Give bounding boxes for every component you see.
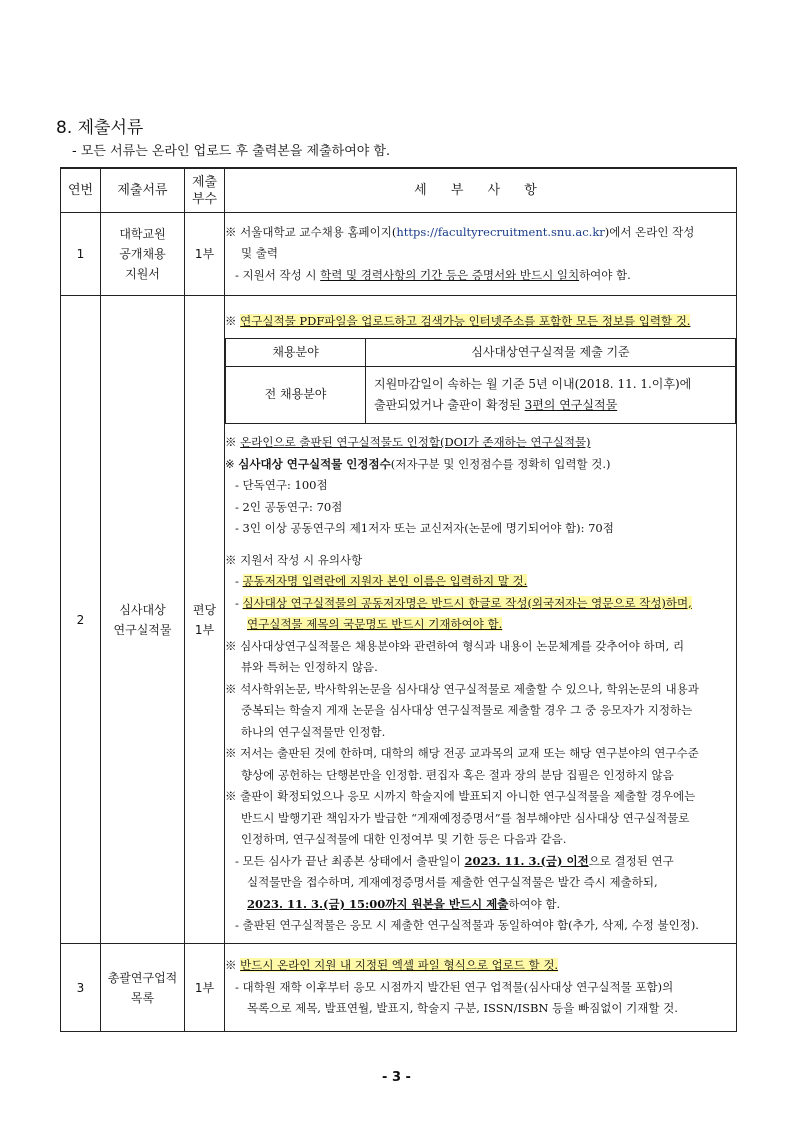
criteria-header-standard: 심사대상연구실적물 제출 기준 [366, 339, 736, 367]
header-no: 연번 [61, 168, 101, 213]
highlight-note: 연구실적물 PDF파일을 업로드하고 검색가능 인터넷주소를 포함한 모든 정보를 입력할 것. [240, 313, 691, 328]
page-number: - 3 - [382, 1070, 411, 1085]
row-document: 심사대상 연구실적물 [101, 296, 185, 944]
header-document: 제출서류 [101, 168, 185, 213]
row-copies: 1부 [185, 213, 225, 296]
section-intro: - 모든 서류는 온라인 업로드 후 출력본을 제출하여야 함. [72, 144, 391, 159]
row-detail: ※ 서울대학교 교수채용 홈페이지(https://facultyrecruitment.snu.ac.kr)에서 온라인 작성 및 출력 - 지원서 작성 시 학력 및 경력사항의 기간 등은 증명서와 반드시 일치하여야 함. [225, 213, 737, 296]
row-document: 대학교원 공개채용 지원서 [101, 213, 185, 296]
row-copies: 1부 [185, 944, 225, 1032]
table-row [61, 944, 737, 1032]
row-number: 3 [61, 944, 101, 1032]
criteria-field: 전 채용분야 [226, 367, 366, 424]
criteria-table [225, 338, 736, 424]
row-detail: ※ 연구실적물 PDF파일을 업로드하고 검색가능 인터넷주소를 포함한 모든 정보를 입력할 것. 채용분야 심사대상연구실적물 제출 기준 전 채용분야 지원마감일이 속하는 월 기준 5년 이내(2018. 11. 1.이후)에 출판되었거나 출판이 확정된 3편의 연구실적물 ※ 온라인으로 출판된 연구실적물도 인정함(DOI가 존재하는 연구실적물) ※ 심사대상 연구실적물 인정점수(저자구분 및 인정점수를 정확히 입력할 것.) - 단독연구: 100점 - 2인 공동연구: 70점 - 3인 이상 공동연구의 제1저자 또는 교신저자(논문에 명기되어야 함): 70점 ※ 지원서 작성 시 유의사항 - 공동저자명 입력란에 지원자 본인 이름은 입력하지 말 것. - 심사대상 연구실적물의 공동저자명은 반드시 한글로 작성(외국저자는 영문으로 작성)하며, 연구실적물 제목의 국문명도 반드시 기재하여야 함. ※ 심사대상연구실적물은 채용분야와 관련하여 형식과 내용이 논문체계를 갖추어야 하며, 리 뷰와 특허는 인정하지 않음. ※ 석사학위논문, 박사학위논문을 심사대상 연구실적물로 제출할 수 있으나, 학위논문의 내용과 중복되는 학술지 게재 논문을 심사대상 연구실적물로 제출할 경우 그 중 응모자가 지정하는 하나의 연구실적물만 인정함. ※ 저서는 출판된 것에 한하며, 대학의 해당 전공 교과목의 교재 또는 해당 연구분야의 연구수준 향상에 공헌하는 단행본만을 인정함. 편집자 혹은 절과 장의 분담 집필은 인정하지 않음 ※ 출판이 확정되었으나 응모 시까지 학술지에 발표되지 아니한 연구실적물을 제출할 경우에는 반드시 발행기관 책임자가 발급한 “게재예정증명서”를 첨부해야만 심사대상 연구실적물로 인정하며, 연구실적물에 대한 인정여부 및 기한 등은 다음과 같음. - 모든 심사가 끝난 최종본 상태에서 출판일이 2023. 11. 3.(금) 이전으로 결정된 연구 실적물만을 접수하며, 게재예정증명서를 제출한 연구실적물은 발간 즉시 제출하되, 2023. 11. 3.(금) 15:00까지 원본을 반드시 제출하여야 함. - 출판된 연구실적물은 응모 시 제출한 연구실적물과 동일하여야 함(추가, 삭제, 수정 불인정). [225, 296, 737, 944]
table-row [61, 296, 737, 944]
criteria-header-field: 채용분야 [226, 339, 366, 367]
header-copies: 제출 부수 [185, 168, 225, 213]
faculty-recruitment-link[interactable]: https://facultyrecruitment.snu.ac.kr [396, 224, 605, 239]
table-row [61, 213, 737, 296]
row-number: 1 [61, 213, 101, 296]
header-detail: 세 부 사 항 [225, 168, 737, 213]
row-document: 총괄연구업적 목록 [101, 944, 185, 1032]
criteria-standard: 지원마감일이 속하는 월 기준 5년 이내(2018. 11. 1.이후)에 출판되었거나 출판이 확정된 3편의 연구실적물 [366, 367, 736, 424]
row-number: 2 [61, 296, 101, 944]
table-header-row [61, 168, 737, 213]
row-copies: 편당 1부 [185, 296, 225, 944]
submission-documents-table [60, 167, 737, 1032]
row-detail: ※ 반드시 온라인 지원 내 지정된 엑셀 파일 형식으로 업로드 할 것. - 대학원 재학 이후부터 응모 시점까지 발간된 연구 업적물(심사대상 연구실적물 포함)의 목록으로 제목, 발표연월, 발표지, 학술지 구분, ISSN/ISBN 등을 빠짐없이 기재할 것. [225, 944, 737, 1032]
section-title: 8. 제출서류 [56, 118, 144, 138]
highlight-note: 반드시 온라인 지원 내 지정된 엑셀 파일 형식으로 업로드 할 것. [240, 958, 559, 973]
